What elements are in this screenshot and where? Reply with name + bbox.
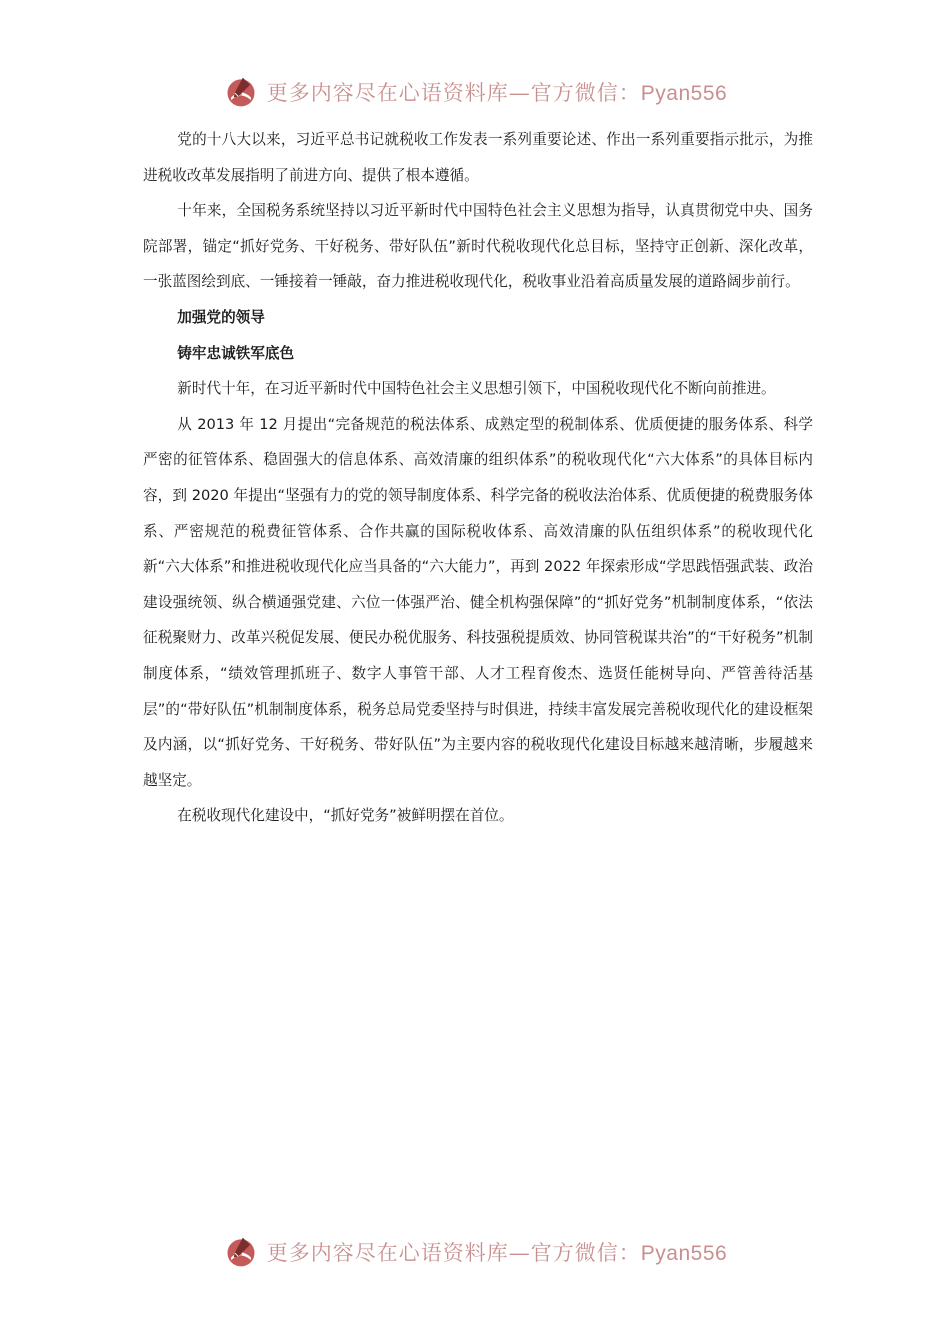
paragraph-decade: 十年来，全国税务系统坚持以习近平新时代中国特色社会主义思想为指导，认真贯彻党中央、国务院部署，锚定“抓好党务、干好税务、带好队伍”新时代税收现代化总目标，坚持守正创新、深化改革，一张蓝图绘到底、一锤接着一锤敲，奋力推进税收现代化，税收事业沿着高质量发展的道路阔步前行。 xyxy=(143,202,813,291)
paragraph-new-era: 新时代十年，在习近平新时代中国特色社会主义思想引领下，中国税收现代化不断向前推进。 xyxy=(177,380,776,398)
article-body xyxy=(143,122,813,834)
paragraph-intro: 党的十八大以来，习近平总书记就税收工作发表一系列重要论述、作出一系列重要指示批示，为推进税收改革发展指明了前进方向、提供了根本遵循。 xyxy=(143,131,813,184)
section-heading: 加强党的领导 xyxy=(177,308,265,326)
watermark-footer xyxy=(0,1232,950,1272)
paragraph-six-systems: 从 2013 年 12 月提出“完备规范的税法体系、成熟定型的税制体系、优质便捷的服务体系、科学严密的征管体系、稳固强大的信息体系、高效清廉的组织体系”的税收现代化“六大体系”的具体目标内容，到 2020 年提出“坚强有力的党的领导制度体系、科学完备的税收法治体系、优质便捷的税费服务体系、严密规范的税费征管体系、合作共赢的国际税收体系、高效清廉的队伍组织体系”的税收现代化新“六大体系”和推进税收现代化应当具备的“六大能力”，再到 2022 年探索形成“学思践悟强武装、政治建设强统领、纵合横通强党建、六位一体强严治、健全机构强保障”的“抓好党务”机制制度体系，“依法征税聚财力、改革兴税促发展、便民办税优服务、科技强税提质效、协同管税谋共治”的“干好税务”机制制度体系，“绩效管理抓班子、数字人事管干部、人才工程育俊杰、选贤任能树导向、严管善待活基层”的“带好队伍”机制制度体系，税务总局党委坚持与时俱进，持续丰富发展完善税收现代化的建设框架及内涵，以“抓好党务、干好税务、带好队伍”为主要内容的税收现代化建设目标越来越清晰，步履越来越坚定。 xyxy=(143,415,813,789)
wechat-id: Pyan556 xyxy=(640,82,728,105)
wechat-id: Pyan556 xyxy=(640,1242,728,1265)
section-subheading: 铸牢忠诚铁军底色 xyxy=(177,344,295,362)
book-pen-logo-icon xyxy=(223,1234,259,1270)
book-pen-logo-icon xyxy=(223,74,259,110)
watermark-text: 更多内容尽在心语资料库—官方微信：Pyan556 xyxy=(266,1241,728,1265)
watermark-header xyxy=(0,72,950,112)
watermark-text: 更多内容尽在心语资料库—官方微信：Pyan556 xyxy=(266,81,728,105)
paragraph-party-first: 在税收现代化建设中，“抓好党务”被鲜明摆在首位。 xyxy=(177,807,514,825)
